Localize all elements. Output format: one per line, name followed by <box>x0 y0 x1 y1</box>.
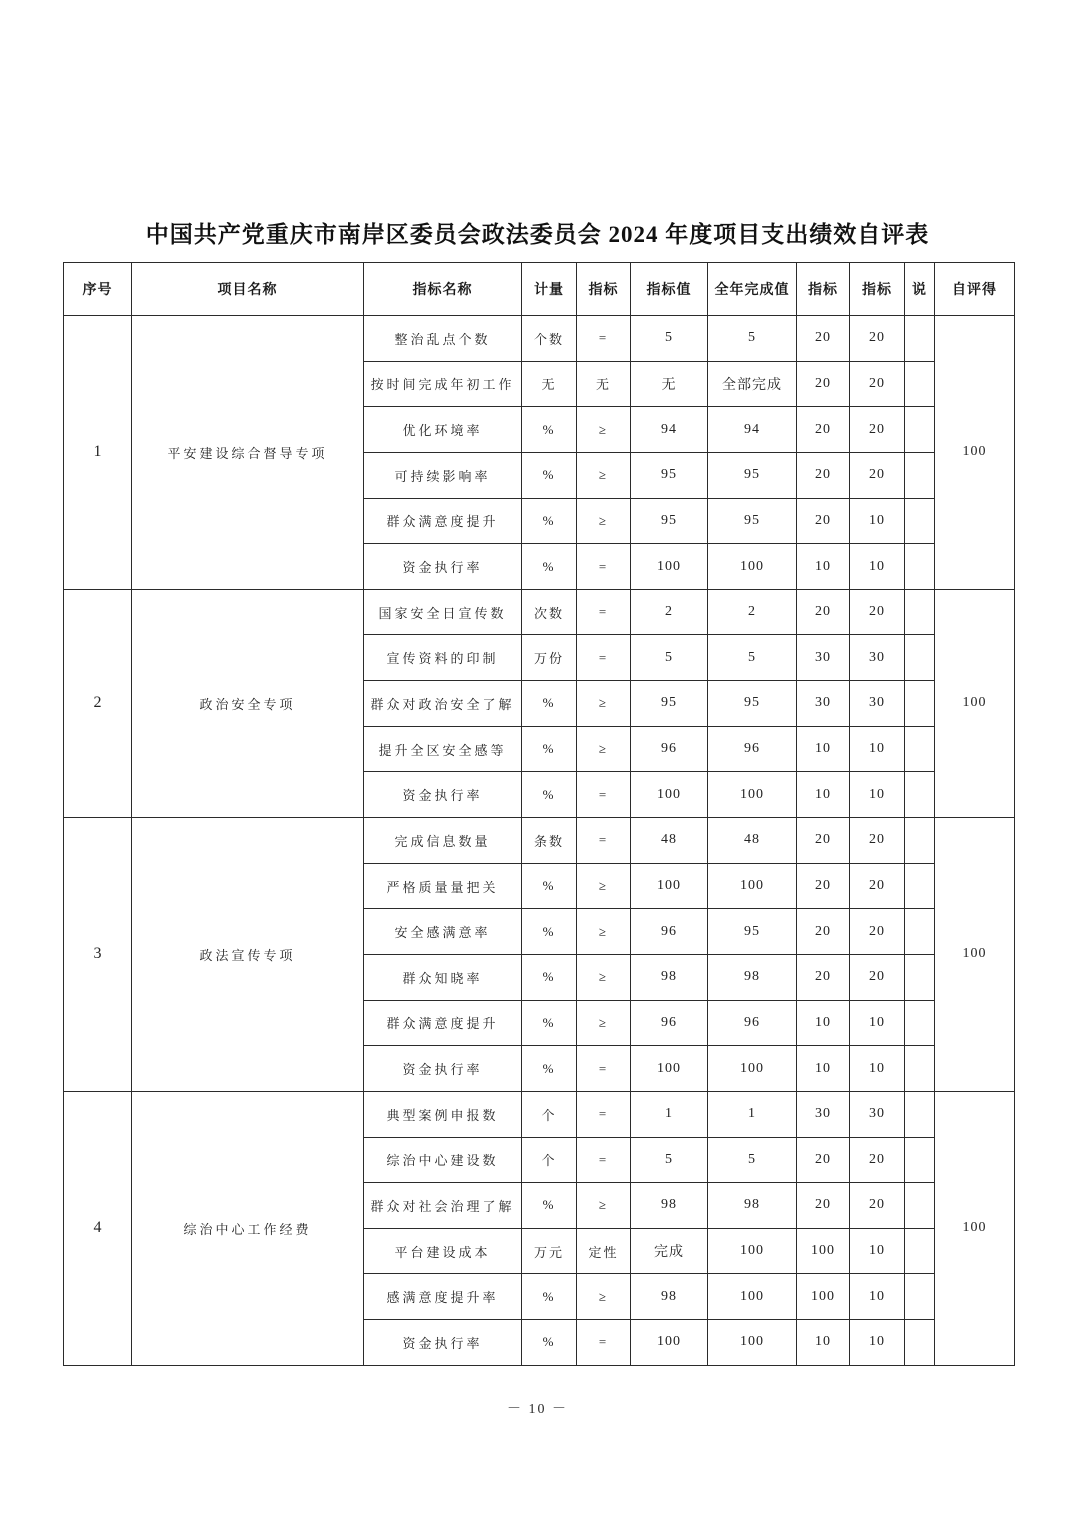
page-title: 中国共产党重庆市南岸区委员会政法委员会 2024 年度项目支出绩效自评表 <box>145 222 930 247</box>
unit-cell: 个 <box>522 1137 577 1183</box>
nature-cell: ≥ <box>577 498 631 544</box>
project-name-cell: 政治安全专项 <box>132 589 364 817</box>
points-cell: 20 <box>850 863 905 909</box>
weight-cell: 20 <box>797 1137 850 1183</box>
target-value-cell: 95 <box>631 498 708 544</box>
unit-cell: % <box>522 407 577 453</box>
points-cell: 10 <box>850 726 905 772</box>
note-cell <box>905 772 935 818</box>
points-cell: 20 <box>850 954 905 1000</box>
target-value-cell: 5 <box>631 635 708 681</box>
self-score-cell: 100 <box>935 818 1015 1092</box>
points-cell: 20 <box>850 1137 905 1183</box>
weight-cell: 20 <box>797 909 850 955</box>
weight-cell: 20 <box>797 589 850 635</box>
points-cell: 10 <box>850 1274 905 1320</box>
nature-cell: 无 <box>577 361 631 407</box>
self-score-cell: 100 <box>935 1091 1015 1365</box>
target-value-cell: 1 <box>631 1091 708 1137</box>
indicator-name-cell: 群众满意度提升 <box>364 1000 522 1046</box>
indicator-name-cell: 按时间完成年初工作 <box>364 361 522 407</box>
nature-cell: ≥ <box>577 954 631 1000</box>
completed-value-cell: 95 <box>708 681 797 727</box>
points-cell: 20 <box>850 452 905 498</box>
nature-cell: ≥ <box>577 726 631 772</box>
seq-cell: 1 <box>64 316 132 590</box>
header-seq: 序号 <box>64 263 132 316</box>
note-cell <box>905 909 935 955</box>
note-cell <box>905 498 935 544</box>
table-header-row <box>64 263 1015 316</box>
weight-cell: 20 <box>797 863 850 909</box>
unit-cell: % <box>522 1183 577 1229</box>
unit-cell: % <box>522 772 577 818</box>
header-self-score: 自评得 <box>935 263 1015 316</box>
points-cell: 30 <box>850 681 905 727</box>
indicator-name-cell: 安全感满意率 <box>364 909 522 955</box>
nature-cell: = <box>577 818 631 864</box>
target-value-cell: 95 <box>631 452 708 498</box>
note-cell <box>905 818 935 864</box>
note-cell <box>905 863 935 909</box>
target-value-cell: 96 <box>631 1000 708 1046</box>
nature-cell: = <box>577 1091 631 1137</box>
indicator-name-cell: 国家安全日宣传数 <box>364 589 522 635</box>
indicator-name-cell: 资金执行率 <box>364 772 522 818</box>
header-indicator-value: 指标值 <box>631 263 708 316</box>
table-row <box>64 589 1015 635</box>
nature-cell: ≥ <box>577 1183 631 1229</box>
note-cell <box>905 954 935 1000</box>
points-cell: 20 <box>850 909 905 955</box>
table-row <box>64 818 1015 864</box>
indicator-name-cell: 可持续影响率 <box>364 452 522 498</box>
nature-cell: = <box>577 1320 631 1366</box>
target-value-cell: 96 <box>631 726 708 772</box>
header-project-name: 项目名称 <box>132 263 364 316</box>
unit-cell: % <box>522 726 577 772</box>
completed-value-cell: 100 <box>708 772 797 818</box>
target-value-cell: 100 <box>631 1320 708 1366</box>
note-cell <box>905 635 935 681</box>
note-cell <box>905 452 935 498</box>
indicator-name-cell: 群众对政治安全了解 <box>364 681 522 727</box>
target-value-cell: 100 <box>631 772 708 818</box>
completed-value-cell: 98 <box>708 954 797 1000</box>
points-cell: 10 <box>850 772 905 818</box>
performance-self-evaluation-table <box>63 262 1015 1366</box>
completed-value-cell: 94 <box>708 407 797 453</box>
note-cell <box>905 1228 935 1274</box>
nature-cell: = <box>577 544 631 590</box>
note-cell <box>905 407 935 453</box>
target-value-cell: 2 <box>631 589 708 635</box>
target-value-cell: 5 <box>631 316 708 362</box>
unit-cell: % <box>522 863 577 909</box>
nature-cell: ≥ <box>577 1274 631 1320</box>
weight-cell: 20 <box>797 316 850 362</box>
target-value-cell: 5 <box>631 1137 708 1183</box>
note-cell <box>905 1137 935 1183</box>
note-cell <box>905 544 935 590</box>
unit-cell: % <box>522 1000 577 1046</box>
header-indicator-nature: 指标 <box>577 263 631 316</box>
nature-cell: = <box>577 772 631 818</box>
points-cell: 10 <box>850 1228 905 1274</box>
note-cell <box>905 726 935 772</box>
header-unit: 计量 <box>522 263 577 316</box>
unit-cell: 条数 <box>522 818 577 864</box>
target-value-cell: 100 <box>631 1046 708 1092</box>
points-cell: 10 <box>850 1320 905 1366</box>
header-indicator-weight: 指标 <box>797 263 850 316</box>
weight-cell: 10 <box>797 1046 850 1092</box>
table-body <box>64 316 1015 1366</box>
self-score-cell: 100 <box>935 589 1015 817</box>
self-score-cell: 100 <box>935 316 1015 590</box>
points-cell: 10 <box>850 1000 905 1046</box>
weight-cell: 20 <box>797 361 850 407</box>
note-cell <box>905 681 935 727</box>
unit-cell: % <box>522 1320 577 1366</box>
target-value-cell: 98 <box>631 1274 708 1320</box>
completed-value-cell: 100 <box>708 1274 797 1320</box>
indicator-name-cell: 典型案例申报数 <box>364 1091 522 1137</box>
header-indicator-name: 指标名称 <box>364 263 522 316</box>
unit-cell: % <box>522 452 577 498</box>
nature-cell: ≥ <box>577 452 631 498</box>
target-value-cell: 94 <box>631 407 708 453</box>
completed-value-cell: 96 <box>708 1000 797 1046</box>
indicator-name-cell: 提升全区安全感等 <box>364 726 522 772</box>
target-value-cell: 完成 <box>631 1228 708 1274</box>
project-name-cell: 政法宣传专项 <box>132 818 364 1092</box>
points-cell: 20 <box>850 818 905 864</box>
target-value-cell: 95 <box>631 681 708 727</box>
indicator-name-cell: 综治中心建设数 <box>364 1137 522 1183</box>
note-cell <box>905 1183 935 1229</box>
weight-cell: 20 <box>797 452 850 498</box>
indicator-name-cell: 平台建设成本 <box>364 1228 522 1274</box>
indicator-name-cell: 严格质量量把关 <box>364 863 522 909</box>
seq-cell: 2 <box>64 589 132 817</box>
indicator-name-cell: 优化环境率 <box>364 407 522 453</box>
nature-cell: = <box>577 635 631 681</box>
completed-value-cell: 1 <box>708 1091 797 1137</box>
weight-cell: 30 <box>797 1091 850 1137</box>
note-cell <box>905 361 935 407</box>
points-cell: 10 <box>850 1046 905 1092</box>
completed-value-cell: 95 <box>708 498 797 544</box>
weight-cell: 10 <box>797 1000 850 1046</box>
indicator-name-cell: 资金执行率 <box>364 1320 522 1366</box>
indicator-name-cell: 群众对社会治理了解 <box>364 1183 522 1229</box>
seq-cell: 3 <box>64 818 132 1092</box>
completed-value-cell: 96 <box>708 726 797 772</box>
completed-value-cell: 100 <box>708 1228 797 1274</box>
indicator-name-cell: 完成信息数量 <box>364 818 522 864</box>
target-value-cell: 98 <box>631 954 708 1000</box>
unit-cell: % <box>522 498 577 544</box>
nature-cell: = <box>577 316 631 362</box>
completed-value-cell: 全部完成 <box>708 361 797 407</box>
weight-cell: 30 <box>797 681 850 727</box>
weight-cell: 10 <box>797 772 850 818</box>
completed-value-cell: 5 <box>708 1137 797 1183</box>
completed-value-cell: 5 <box>708 316 797 362</box>
indicator-name-cell: 资金执行率 <box>364 1046 522 1092</box>
completed-value-cell: 48 <box>708 818 797 864</box>
target-value-cell: 48 <box>631 818 708 864</box>
header-note: 说 <box>905 263 935 316</box>
indicator-name-cell: 感满意度提升率 <box>364 1274 522 1320</box>
target-value-cell: 96 <box>631 909 708 955</box>
points-cell: 20 <box>850 407 905 453</box>
weight-cell: 20 <box>797 407 850 453</box>
completed-value-cell: 100 <box>708 1320 797 1366</box>
points-cell: 20 <box>850 1183 905 1229</box>
table-row <box>64 1091 1015 1137</box>
unit-cell: 次数 <box>522 589 577 635</box>
table-row <box>64 316 1015 362</box>
completed-value-cell: 5 <box>708 635 797 681</box>
unit-cell: % <box>522 1046 577 1092</box>
nature-cell: = <box>577 1046 631 1092</box>
points-cell: 20 <box>850 316 905 362</box>
nature-cell: ≥ <box>577 909 631 955</box>
unit-cell: % <box>522 1274 577 1320</box>
nature-cell: 定性 <box>577 1228 631 1274</box>
completed-value-cell: 98 <box>708 1183 797 1229</box>
weight-cell: 20 <box>797 818 850 864</box>
indicator-name-cell: 群众知晓率 <box>364 954 522 1000</box>
target-value-cell: 100 <box>631 863 708 909</box>
points-cell: 20 <box>850 589 905 635</box>
completed-value-cell: 95 <box>708 452 797 498</box>
unit-cell: 万元 <box>522 1228 577 1274</box>
indicator-name-cell: 整治乱点个数 <box>364 316 522 362</box>
target-value-cell: 98 <box>631 1183 708 1229</box>
points-cell: 20 <box>850 361 905 407</box>
weight-cell: 10 <box>797 544 850 590</box>
weight-cell: 30 <box>797 635 850 681</box>
page-number: － 10 － <box>507 1402 568 1417</box>
points-cell: 10 <box>850 498 905 544</box>
unit-cell: % <box>522 544 577 590</box>
weight-cell: 10 <box>797 726 850 772</box>
seq-cell: 4 <box>64 1091 132 1365</box>
weight-cell: 20 <box>797 498 850 544</box>
completed-value-cell: 2 <box>708 589 797 635</box>
project-name-cell: 综治中心工作经费 <box>132 1091 364 1365</box>
target-value-cell: 100 <box>631 544 708 590</box>
weight-cell: 20 <box>797 954 850 1000</box>
completed-value-cell: 100 <box>708 863 797 909</box>
project-name-cell: 平安建设综合督导专项 <box>132 316 364 590</box>
nature-cell: ≥ <box>577 1000 631 1046</box>
indicator-name-cell: 宣传资料的印制 <box>364 635 522 681</box>
weight-cell: 10 <box>797 1320 850 1366</box>
nature-cell: ≥ <box>577 681 631 727</box>
unit-cell: 个 <box>522 1091 577 1137</box>
completed-value-cell: 100 <box>708 1046 797 1092</box>
unit-cell: 万份 <box>522 635 577 681</box>
note-cell <box>905 316 935 362</box>
note-cell <box>905 1274 935 1320</box>
nature-cell: = <box>577 1137 631 1183</box>
nature-cell: ≥ <box>577 863 631 909</box>
indicator-name-cell: 群众满意度提升 <box>364 498 522 544</box>
note-cell <box>905 1046 935 1092</box>
points-cell: 30 <box>850 1091 905 1137</box>
unit-cell: 无 <box>522 361 577 407</box>
points-cell: 10 <box>850 544 905 590</box>
nature-cell: = <box>577 589 631 635</box>
note-cell <box>905 1320 935 1366</box>
weight-cell: 100 <box>797 1274 850 1320</box>
note-cell <box>905 589 935 635</box>
note-cell <box>905 1000 935 1046</box>
unit-cell: % <box>522 681 577 727</box>
unit-cell: % <box>522 954 577 1000</box>
weight-cell: 100 <box>797 1228 850 1274</box>
points-cell: 30 <box>850 635 905 681</box>
weight-cell: 20 <box>797 1183 850 1229</box>
nature-cell: ≥ <box>577 407 631 453</box>
completed-value-cell: 95 <box>708 909 797 955</box>
target-value-cell: 无 <box>631 361 708 407</box>
unit-cell: % <box>522 909 577 955</box>
indicator-name-cell: 资金执行率 <box>364 544 522 590</box>
note-cell <box>905 1091 935 1137</box>
header-indicator-points: 指标 <box>850 263 905 316</box>
unit-cell: 个数 <box>522 316 577 362</box>
header-annual-completed-value: 全年完成值 <box>708 263 797 316</box>
completed-value-cell: 100 <box>708 544 797 590</box>
